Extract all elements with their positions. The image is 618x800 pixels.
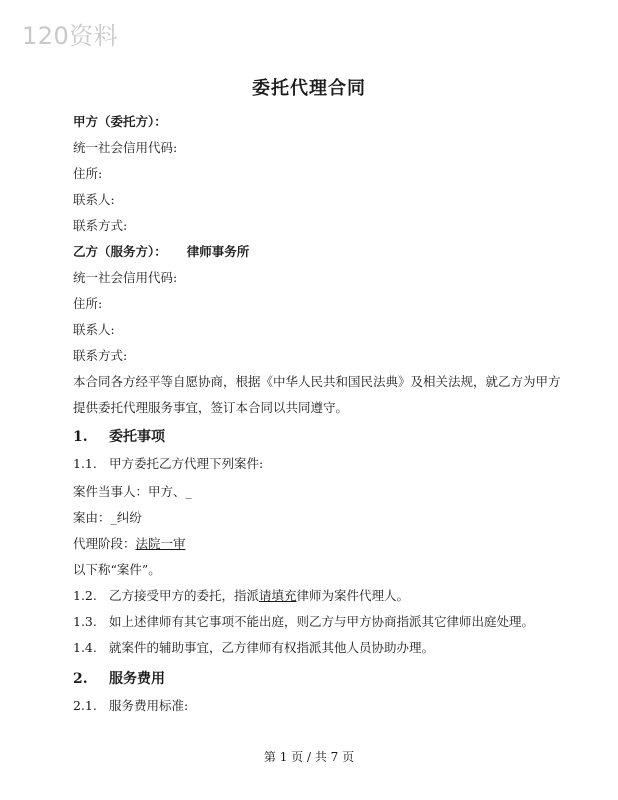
party-b-contact: 联系人: [73,322,115,337]
section-2-heading [73,668,165,688]
clause-2-1 [73,698,188,714]
clause-number: 1.4. [73,640,97,655]
clause-1-3 [73,614,534,630]
clause-1-2 [73,588,409,604]
clause-text-pre: 乙方接受甲方的委托，指派 [109,588,260,603]
party-b-credit-code: 统一社会信用代码: [73,270,178,285]
clause-number: 1.3. [73,614,97,629]
party-a-address: 住所: [73,166,103,181]
clause-text: 就案件的辅助事宜，乙方律师有权指派其他人员协助办理。 [109,640,435,655]
case-party-value: 甲方、_ [148,484,192,499]
section-2-number: 2. [73,671,88,687]
clause-text: 如上述律师有其它事项不能出庭，则乙方与甲方协商指派其它律师出庭处理。 [109,614,535,629]
clause-1-4 [73,640,434,656]
clause-text-post: 律师为案件代理人。 [296,588,410,603]
party-b-address: 住所: [73,296,103,311]
case-cause-row [73,510,142,526]
case-party-row [73,484,192,500]
party-a-contact-method: 联系方式: [73,218,128,233]
party-b-name: 律师事务所 [186,244,250,259]
clause-number: 1.1. [73,456,97,471]
page-indicator: 第 1 页 / 共 7 页 [263,750,355,764]
watermark: 120资料 [22,22,119,50]
party-a-contact: 联系人: [73,192,115,207]
intro-line-1: 本合同各方经平等自愿协商，根据《中华人民共和国民法典》及相关法规，就乙方为甲方 [73,374,561,389]
party-b-contact-method: 联系方式: [73,348,128,363]
intro-line-2: 提供委托代理服务事宜，签订本合同以共同遵守。 [73,400,349,415]
agency-stage-label: 代理阶段： [73,536,136,551]
section-1-number: 1. [73,429,88,445]
clause-number: 2.1. [73,698,97,713]
hereinafter-line: 以下称“案件”。 [73,562,161,577]
clause-number: 1.2. [73,588,97,603]
agency-stage-value: 法院一审 [135,536,186,551]
party-a-credit-code: 统一社会信用代码: [73,140,178,155]
clause-1-1 [73,456,263,472]
case-cause-value: _纠纷 [110,510,142,525]
case-party-label: 案件当事人： [73,484,149,499]
lawyer-name-blank: 请填充 [259,588,297,603]
party-b-label: 乙方（服务方）： [73,244,167,259]
section-2-title: 服务费用 [109,671,165,687]
section-1-title: 委托事项 [109,429,165,445]
case-cause-label: 案由： [73,510,111,525]
party-a-label: 甲方（委托方）： [73,114,167,129]
document-title: 委托代理合同 [252,78,366,99]
clause-text: 服务费用标准: [109,698,189,713]
agency-stage-row [73,536,186,552]
section-1-heading [73,426,165,446]
party-b-row [73,244,249,260]
clause-text: 甲方委托乙方代理下列案件: [109,456,264,471]
